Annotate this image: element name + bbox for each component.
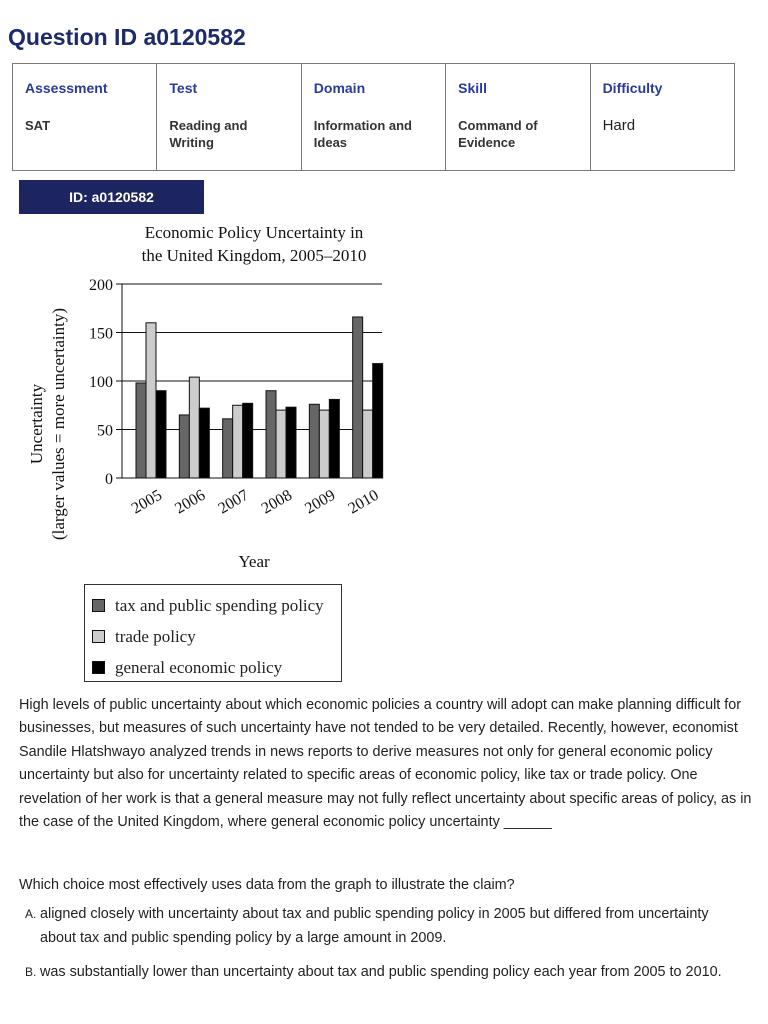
y-axis-label-line2: (larger values = more uncertainty) — [49, 307, 68, 541]
meta-cell-domain — [301, 64, 445, 171]
question-metadata-table — [12, 63, 735, 171]
x-tick-label-2007: 2007 — [215, 486, 252, 518]
choice-a-letter: A. — [25, 907, 37, 921]
legend-swatch-tax — [92, 599, 105, 612]
x-tick-label-2008: 2008 — [258, 486, 295, 518]
bar-tax-2009 — [309, 404, 319, 478]
chart-title-line2: the United Kingdom, 2005–2010 — [141, 246, 367, 265]
id-badge: ID: a0120582 — [19, 180, 204, 214]
bar-trade-2009 — [319, 410, 329, 478]
meta-value-skill: Command of Evidence — [458, 118, 538, 150]
bar-tax-2008 — [266, 391, 276, 478]
choice-b[interactable] — [25, 961, 745, 985]
bar-chart — [0, 214, 400, 584]
choice-a-text: aligned closely with uncertainty about tax and public spending policy in 2005 but differed from uncertainty about tax and public spending policy by a large amount in 2009. — [40, 906, 709, 946]
y-tick-label-150: 150 — [89, 325, 113, 343]
meta-header-skill: Skill — [458, 80, 487, 96]
legend-item-trade — [92, 621, 341, 652]
legend-swatch-trade — [92, 630, 105, 643]
legend-label-trade: trade policy — [115, 626, 196, 646]
meta-value-test: Reading and Writing — [169, 118, 248, 150]
meta-cell-skill — [446, 64, 590, 171]
bar-general-2006 — [199, 408, 209, 478]
y-axis-label-line1: Uncertainty — [27, 383, 46, 465]
bar-general-2005 — [156, 391, 166, 478]
x-tick-label-2006: 2006 — [172, 486, 209, 518]
bar-trade-2010 — [363, 410, 373, 478]
choice-a[interactable] — [25, 903, 745, 950]
chart-legend — [84, 584, 342, 682]
bar-tax-2007 — [223, 419, 233, 478]
legend-item-tax — [92, 590, 341, 621]
legend-item-general — [92, 652, 341, 683]
bar-general-2009 — [329, 399, 339, 478]
bar-general-2008 — [286, 407, 296, 478]
meta-header-domain: Domain — [313, 80, 366, 96]
bar-tax-2010 — [353, 317, 363, 478]
y-tick-label-50: 50 — [97, 422, 113, 440]
question-title: Question ID a0120582 — [8, 24, 246, 50]
choice-b-letter: B. — [25, 965, 37, 979]
bar-tax-2005 — [136, 383, 146, 478]
meta-cell-difficulty — [590, 64, 734, 171]
passage-text: High levels of public uncertainty about which economic policies a country will adopt can make planning difficult for businesses, but measures of such uncertainty have not tended to be very detailed. Recently, however, economist Sandile Hlatshwayo analyzed trends in news reports to derive measures not only for general economic policy uncertainty but also for uncertainty related to specific areas of economic policy, like tax or trade policy. One revelation of her work is that a general measure may not fully reflect uncertainty about specific areas of policy, as in the case of the United Kingdom, where general economic policy uncertainty ______ — [19, 697, 752, 831]
bar-general-2007 — [243, 403, 253, 478]
meta-value-domain: Information and Ideas — [313, 118, 412, 150]
x-tick-label-2005: 2005 — [128, 486, 165, 518]
meta-header-assessment: Assessment — [25, 80, 108, 96]
bar-trade-2007 — [233, 405, 243, 478]
meta-value-assessment: SAT — [25, 118, 51, 133]
bar-general-2010 — [373, 364, 383, 478]
choice-b-text: was substantially lower than uncertainty about tax and public spending policy each year from 2005 to 2010. — [40, 964, 722, 980]
bar-trade-2008 — [276, 410, 286, 478]
question-prompt: Which choice most effectively uses data from the graph to illustrate the claim? — [19, 877, 515, 893]
meta-cell-test — [157, 64, 301, 171]
x-tick-label-2010: 2010 — [345, 486, 382, 518]
plot-area — [89, 277, 383, 517]
x-axis-label: Year — [238, 552, 270, 571]
chart-title-line1: Economic Policy Uncertainty in — [144, 223, 364, 242]
meta-header-difficulty: Difficulty — [602, 80, 663, 96]
y-tick-label-200: 200 — [89, 277, 113, 294]
meta-value-difficulty: Hard — [602, 117, 636, 134]
y-tick-label-100: 100 — [89, 374, 113, 391]
meta-header-test: Test — [169, 80, 198, 96]
bar-tax-2006 — [179, 415, 189, 478]
bar-trade-2005 — [146, 323, 156, 478]
x-tick-label-2009: 2009 — [302, 486, 339, 518]
legend-swatch-general — [92, 661, 105, 674]
legend-label-tax: tax and public spending policy — [115, 595, 324, 615]
meta-cell-assessment — [13, 64, 157, 171]
y-tick-label-0: 0 — [105, 471, 113, 488]
legend-label-general: general economic policy — [115, 657, 283, 677]
bar-trade-2006 — [189, 377, 199, 478]
